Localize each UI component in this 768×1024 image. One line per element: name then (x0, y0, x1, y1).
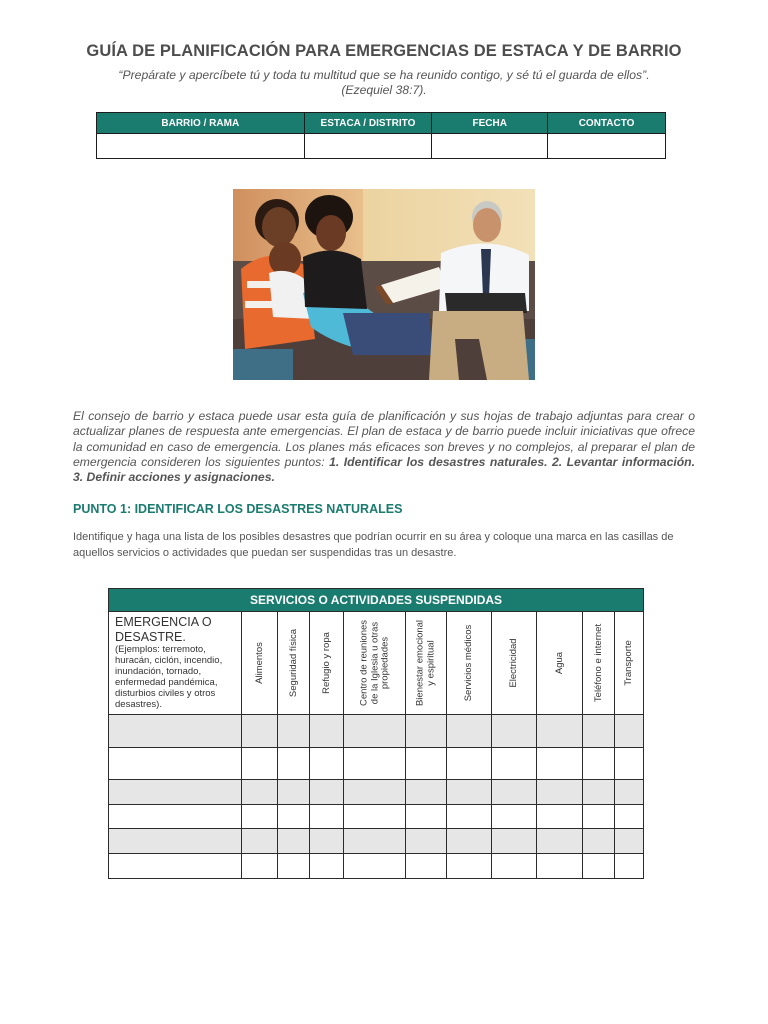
table-row (109, 805, 644, 829)
col-electricidad (492, 612, 537, 715)
table-row (109, 748, 644, 780)
col-label: Teléfono e internet (592, 623, 604, 703)
col-telefono (583, 612, 615, 715)
checkbox-cell[interactable] (406, 805, 447, 829)
col-label: Centro de reuniones (357, 619, 369, 707)
scripture-quote (60, 68, 708, 98)
checkbox-cell[interactable] (310, 780, 344, 805)
checkbox-cell[interactable] (583, 715, 615, 748)
checkbox-cell[interactable] (447, 829, 492, 854)
checkbox-cell[interactable] (278, 748, 310, 780)
checkbox-cell[interactable] (310, 748, 344, 780)
checkbox-cell[interactable] (615, 748, 644, 780)
info-table (96, 112, 666, 159)
info-table-row (97, 134, 666, 159)
table-row (109, 715, 644, 748)
col-label: Seguridad física (287, 628, 299, 698)
col-centro-reuniones (344, 612, 406, 715)
checkbox-cell[interactable] (242, 805, 278, 829)
checkbox-cell[interactable] (242, 854, 278, 879)
checkbox-cell[interactable] (492, 748, 537, 780)
checkbox-cell[interactable] (344, 715, 406, 748)
contacto-field[interactable] (548, 134, 666, 159)
col-label: Servicios médicos (462, 624, 474, 702)
checkbox-cell[interactable] (537, 854, 583, 879)
checkbox-cell[interactable] (583, 854, 615, 879)
checkbox-cell[interactable] (242, 829, 278, 854)
emergency-name-cell[interactable] (109, 805, 242, 829)
checkbox-cell[interactable] (447, 715, 492, 748)
col-alimentos (242, 612, 278, 715)
checkbox-cell[interactable] (492, 854, 537, 879)
col-label: Transporte (622, 640, 634, 686)
col-label: Electricidad (507, 638, 519, 688)
checkbox-cell[interactable] (615, 715, 644, 748)
checkbox-cell[interactable] (447, 805, 492, 829)
checkbox-cell[interactable] (278, 715, 310, 748)
checkbox-cell[interactable] (615, 854, 644, 879)
checkbox-cell[interactable] (310, 805, 344, 829)
checkbox-cell[interactable] (583, 829, 615, 854)
intro-points: 1. Identificar los desastres naturales. 2. Levantar información. 3. Definir acciones y asignaciones. (73, 454, 696, 485)
checkbox-cell[interactable] (615, 829, 644, 854)
checkbox-cell[interactable] (242, 715, 278, 748)
checkbox-cell[interactable] (537, 748, 583, 780)
checkbox-cell[interactable] (447, 854, 492, 879)
col-refugio (310, 612, 344, 715)
quote-text: “Prepárate y apercíbete tú y toda tu multitud que se ha reunido contigo, y sé tú el guarda de ellos”. (118, 68, 650, 82)
checkbox-cell[interactable] (492, 780, 537, 805)
section-heading-punto1: PUNTO 1: IDENTIFICAR LOS DESASTRES NATURALES (73, 502, 403, 516)
info-table-header (97, 113, 666, 134)
checkbox-cell[interactable] (537, 805, 583, 829)
col-label: Alimentos (253, 642, 265, 684)
checkbox-cell[interactable] (310, 829, 344, 854)
checkbox-cell[interactable] (406, 748, 447, 780)
emergency-name-cell[interactable] (109, 715, 242, 748)
info-col-barrio: BARRIO / RAMA (97, 113, 305, 134)
barrio-field[interactable] (97, 134, 305, 159)
checkbox-cell[interactable] (278, 854, 310, 879)
family-meeting-photo (233, 189, 535, 380)
checkbox-cell[interactable] (242, 780, 278, 805)
checkbox-cell[interactable] (344, 829, 406, 854)
checkbox-cell[interactable] (492, 715, 537, 748)
col-seguridad (278, 612, 310, 715)
services-table-title: SERVICIOS O ACTIVIDADES SUSPENDIDAS (109, 589, 644, 612)
intro-text: El consejo de barrio y estaca puede usar esta guía de planificación y sus hojas de trabajo adjuntas para crear o actualizar planes de respuesta ante emergencias. El plan de estaca y de barrio puede incluir iniciativas que ofrece la comunidad en caso de emergencia. Los planes más eficaces son breves y no complejos, al preparar el plan de emergencia consideren los siguientes puntos: (73, 409, 695, 469)
page-title: GUÍA DE PLANIFICACIÓN PARA EMERGENCIAS DE ESTACA Y DE BARRIO (86, 42, 682, 60)
intro-paragraph (73, 409, 695, 485)
col-agua (537, 612, 583, 715)
emergency-examples: (Ejemplos: terremoto, huracán, ciclón, incendio, inundación, tornado, enfermedad pandémica, disturbios civiles y otros desastres). (115, 644, 223, 710)
checkbox-cell[interactable] (406, 829, 447, 854)
checkbox-cell[interactable] (492, 829, 537, 854)
checkbox-cell[interactable] (447, 748, 492, 780)
col-label: Agua (553, 651, 565, 675)
col-bienestar (406, 612, 447, 715)
services-table-body (109, 715, 644, 879)
table-row (109, 854, 644, 879)
checkbox-cell[interactable] (583, 748, 615, 780)
checkbox-cell[interactable] (406, 715, 447, 748)
checkbox-cell[interactable] (278, 829, 310, 854)
emergency-label: EMERGENCIA O DESASTRE. (115, 615, 212, 644)
checkbox-cell[interactable] (344, 854, 406, 879)
info-col-fecha: FECHA (432, 113, 548, 134)
checkbox-cell[interactable] (447, 780, 492, 805)
checkbox-cell[interactable] (310, 854, 344, 879)
table-row (109, 780, 644, 805)
checkbox-cell[interactable] (615, 805, 644, 829)
checkbox-cell[interactable] (492, 805, 537, 829)
services-table-header (109, 612, 644, 715)
checkbox-cell[interactable] (583, 780, 615, 805)
checkbox-cell[interactable] (537, 829, 583, 854)
checkbox-cell[interactable] (344, 780, 406, 805)
col-label: y espiritual (425, 640, 436, 686)
table-row (109, 829, 644, 854)
col-label: propiedades (378, 636, 390, 690)
checkbox-cell[interactable] (344, 805, 406, 829)
checkbox-cell[interactable] (537, 780, 583, 805)
quote-reference: (Ezequiel 38:7). (341, 83, 427, 97)
checkbox-cell[interactable] (583, 805, 615, 829)
checkbox-cell[interactable] (406, 854, 447, 879)
col-servicios-medicos (447, 612, 492, 715)
checkbox-cell[interactable] (344, 748, 406, 780)
emergency-name-cell[interactable] (109, 748, 242, 780)
checkbox-cell[interactable] (615, 780, 644, 805)
checkbox-cell[interactable] (278, 780, 310, 805)
col-label: Refugio y ropa (320, 632, 332, 694)
col-transporte (615, 612, 644, 715)
estaca-field[interactable] (304, 134, 432, 159)
col-label: Bienestar emocional (414, 619, 426, 707)
info-col-estaca: ESTACA / DISTRITO (304, 113, 432, 134)
emergency-name-cell[interactable] (109, 829, 242, 854)
checkbox-cell[interactable] (406, 780, 447, 805)
checkbox-cell[interactable] (310, 715, 344, 748)
info-col-contacto: CONTACTO (548, 113, 666, 134)
fecha-field[interactable] (432, 134, 548, 159)
checkbox-cell[interactable] (242, 748, 278, 780)
section-text-punto1: Identifique y haga una lista de los posibles desastres que podrían ocurrir en su área y coloque una marca en las casillas de aquellos servicios o actividades que puedan ser suspendidas tras un desastre. (73, 531, 674, 559)
col-label: de la Iglesia u otras (368, 621, 380, 705)
emergency-name-cell[interactable] (109, 780, 242, 805)
emergency-header-cell (109, 612, 242, 715)
checkbox-cell[interactable] (278, 805, 310, 829)
services-table (108, 588, 644, 879)
checkbox-cell[interactable] (537, 715, 583, 748)
emergency-name-cell[interactable] (109, 854, 242, 879)
